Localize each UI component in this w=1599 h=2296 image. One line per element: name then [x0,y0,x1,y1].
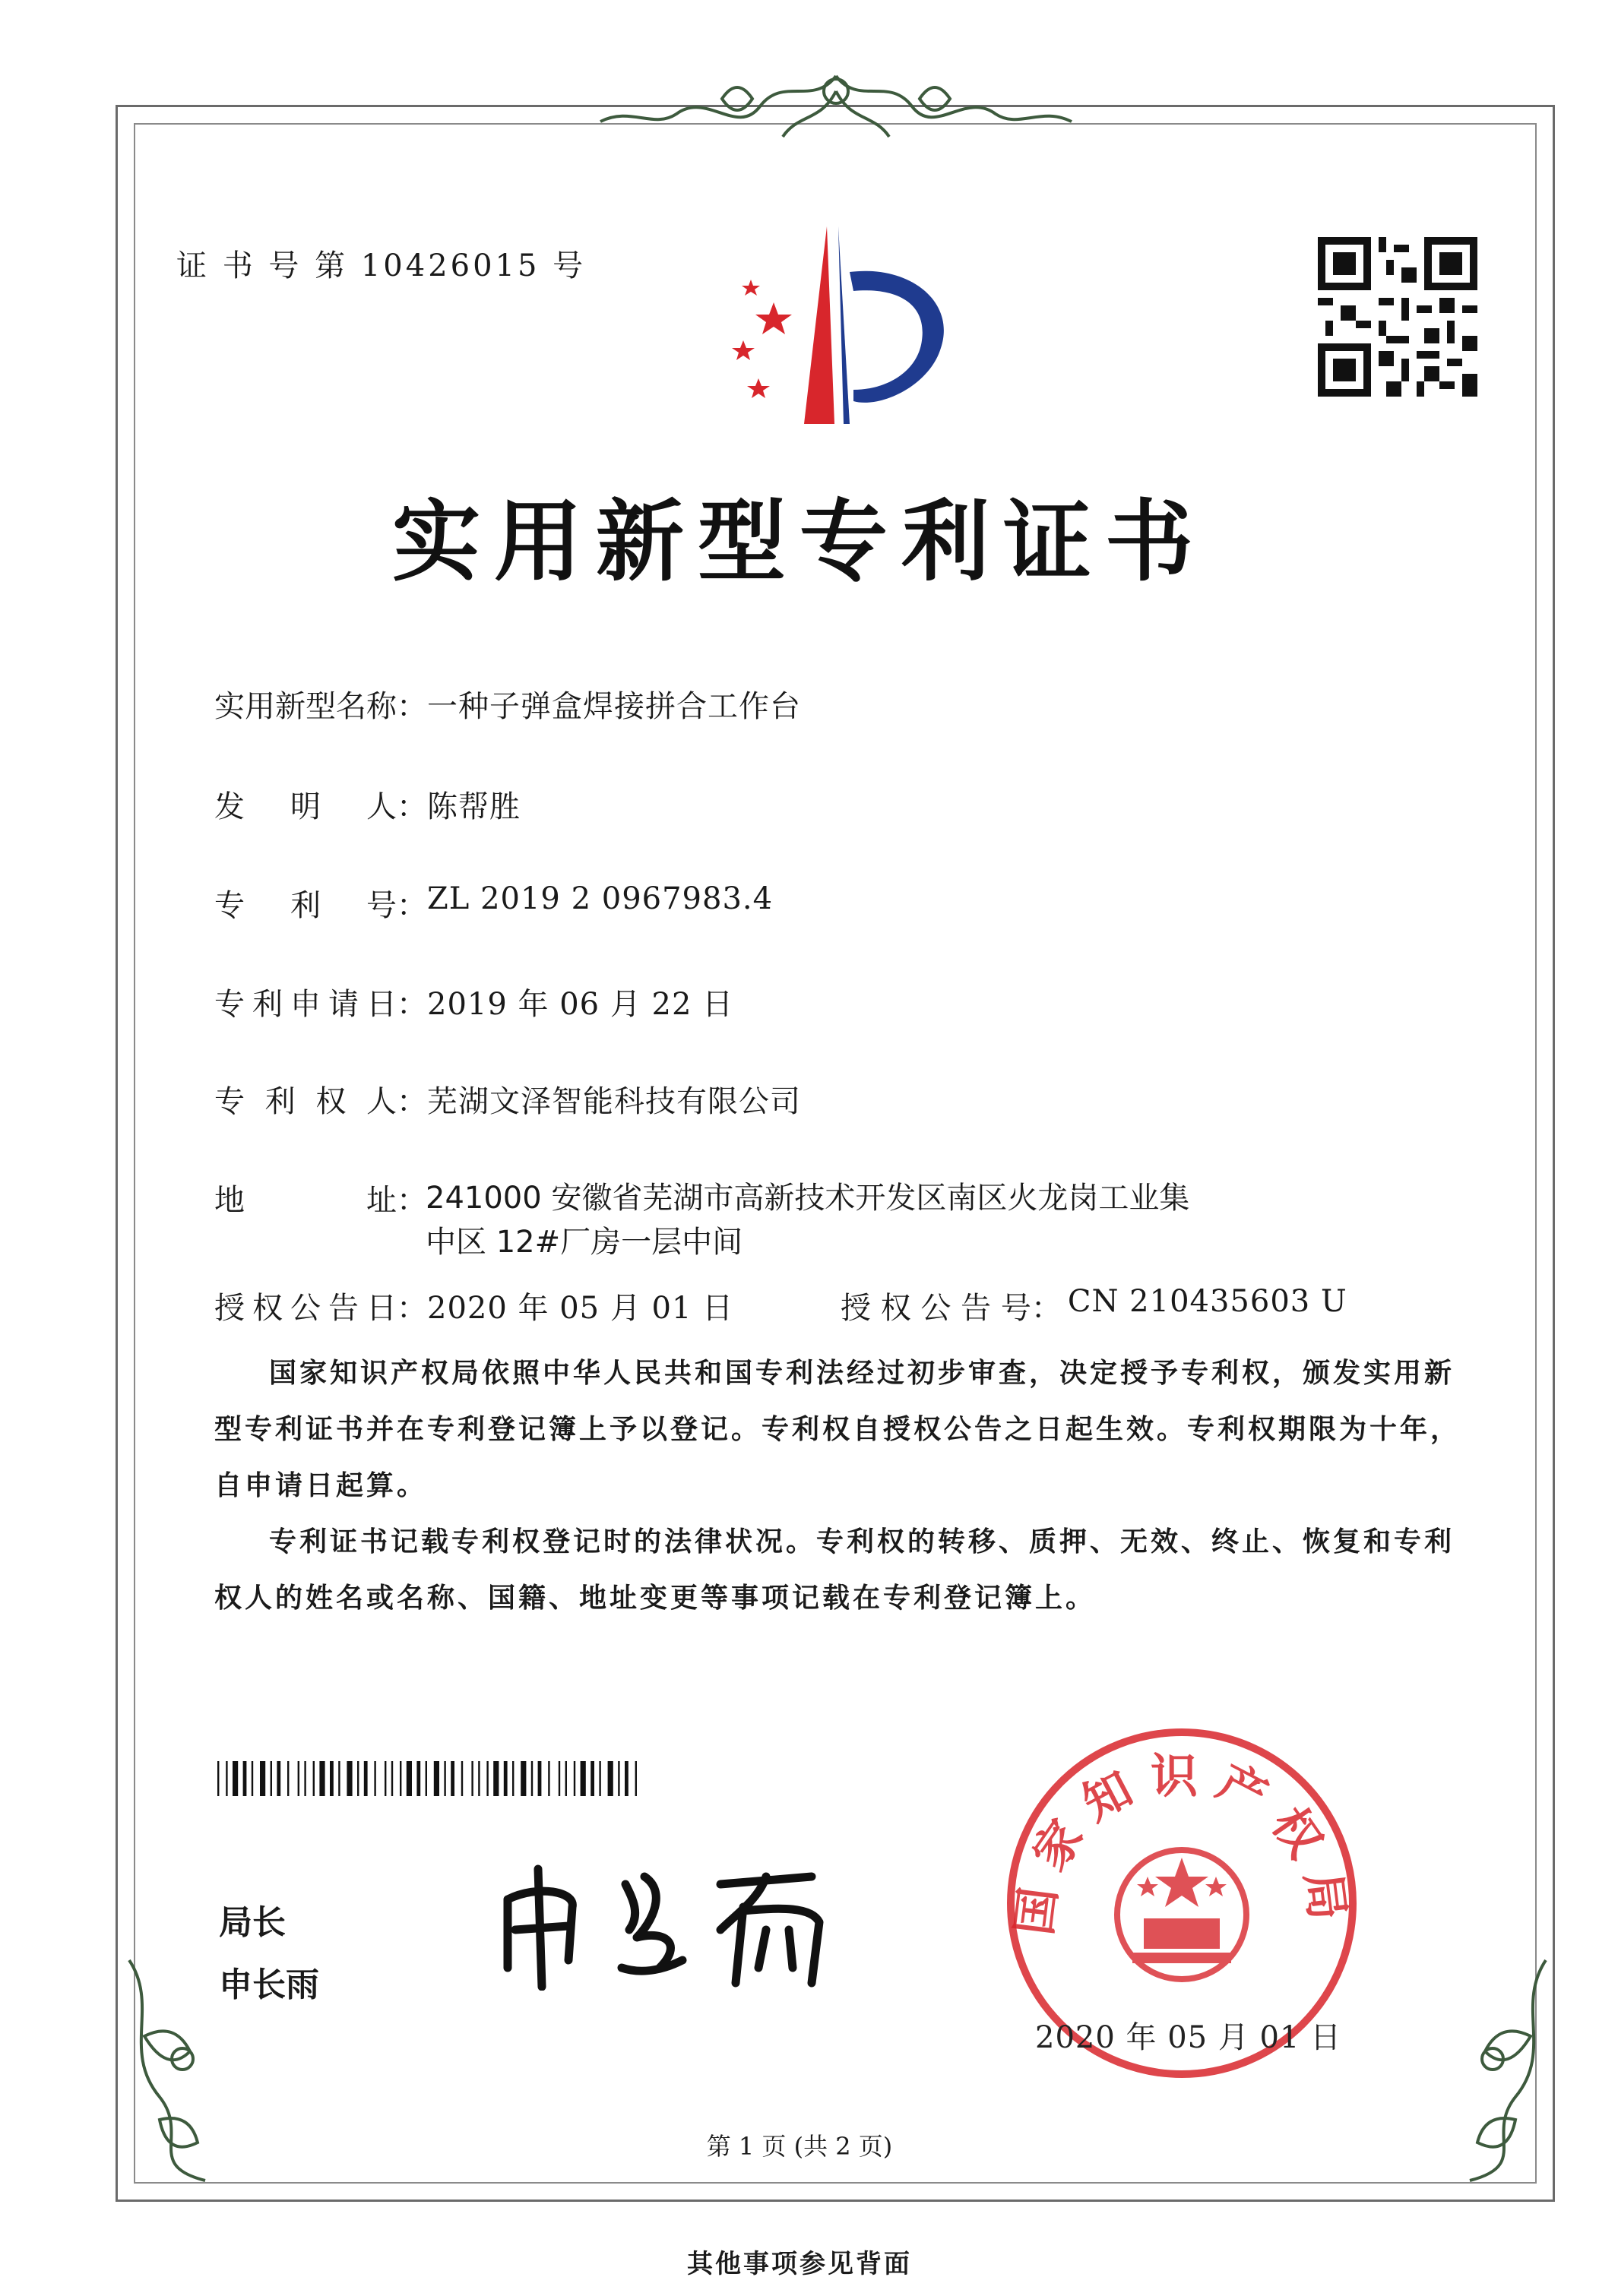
patent-office-logo [713,219,980,425]
address-line-1: 241000 安徽省芜湖市高新技术开发区南区火龙岗工业集 [426,1181,1190,1216]
barcode [217,1761,643,1796]
seal-text: 国家知识产权局 [1005,1748,1358,1938]
address-value [426,1176,1189,1264]
grant-publication-number: CN 210435603 U [1067,1284,1347,1319]
top-ornament [585,61,1087,152]
address-line-2: 中区 12#厂房一层中间 [426,1225,743,1260]
grant-date: 2020 年 05 月 01 日 [427,1291,734,1326]
field-patent-number [214,881,773,925]
commissioner-title: 局长 [219,1903,286,1942]
field-address [214,1176,427,1219]
field-inventor [214,783,521,826]
field-grant-publication-number [841,1284,1347,1327]
field-label: 实 用 新 型 名 称： [214,689,427,724]
field-label: 发 明 人： [214,789,427,824]
field-label: 授 权 公 告 日： [214,1291,427,1326]
field-utility-model-name [214,682,801,726]
inventor-name: 陈帮胜 [427,789,521,824]
page-number: 第 1 页 (共 2 页) [706,2132,893,2161]
filing-date: 2019 年 06 月 22 日 [427,987,734,1022]
commissioner-block [219,1892,319,2016]
field-label: 专 利 号： [214,888,427,923]
patent-number: ZL 2019 2 0967983.4 [427,881,774,916]
certificate-title: 实用新型专利证书 [392,491,1207,593]
certificate-statement [214,1345,1461,1626]
qr-code [1318,237,1477,397]
field-filing-date [214,980,733,1023]
certificate-number: 证 书 号 第 10426015 号 [176,248,587,283]
field-label: 授 权 公 告 号： [841,1291,1062,1326]
field-grant-date [214,1284,733,1327]
footer-note: 其他事项参见背面 [687,2249,912,2279]
patentee-name: 芜湖文泽智能科技有限公司 [427,1084,801,1119]
commissioner-name: 申长雨 [219,1966,319,2004]
commissioner-signature [492,1854,888,1991]
field-label: 专 利 申 请 日： [214,987,427,1022]
seal-date: 2020 年 05 月 01 日 [1035,2020,1342,2055]
field-patentee [214,1077,801,1121]
statement-paragraph-1: 国家知识产权局依照中华人民共和国专利法经过初步审查，决定授予专利权，颁发实用新型专利证书并在专利登记簿上予以登记。专利权自授权公告之日起生效。专利权期限为十年，自申请日起算。 [214,1357,1461,1501]
field-label: 专 利 权 人： [214,1084,427,1119]
statement-paragraph-2: 专利证书记载专利权登记时的法律状况。专利权的转移、质押、无效、终止、恢复和专利权人的姓名或名称、国籍、地址变更等事项记载在专利登记簿上。 [214,1526,1455,1614]
field-label: 地 址： [214,1183,427,1218]
utility-model-name: 一种子弹盒焊接拼合工作台 [427,689,801,724]
